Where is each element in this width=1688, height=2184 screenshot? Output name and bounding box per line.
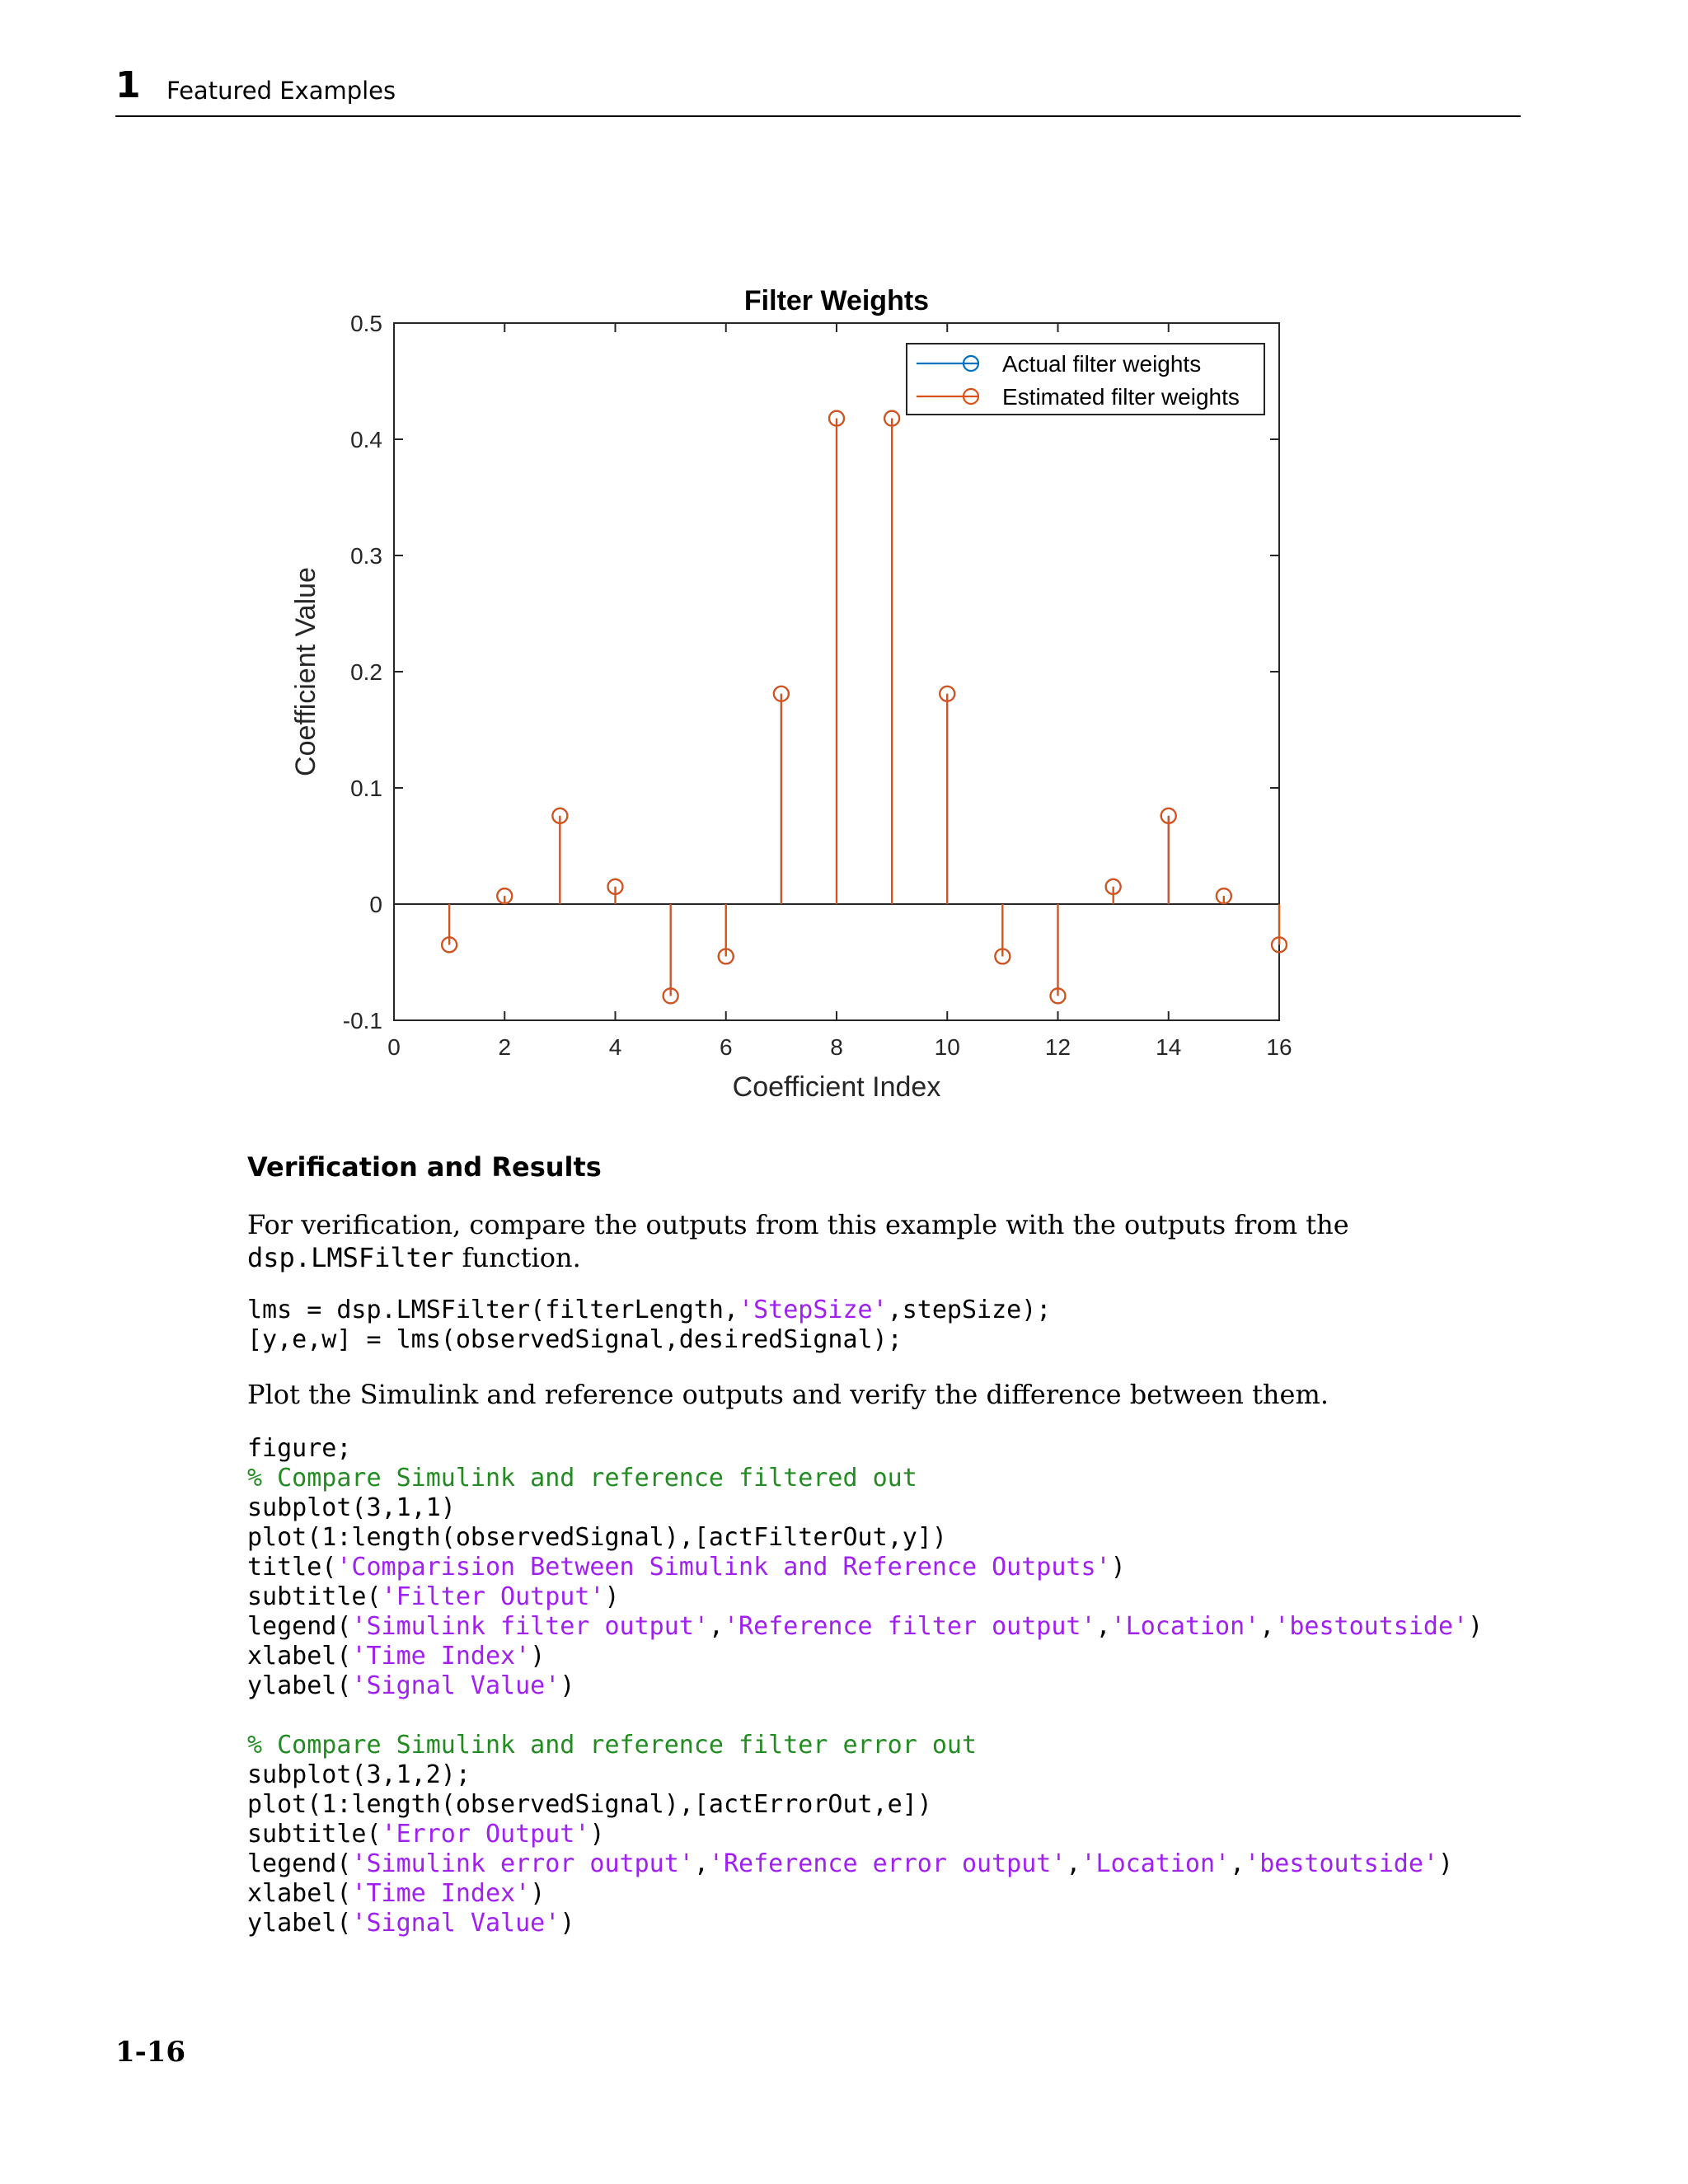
legend-entry: Estimated filter weights: [1002, 384, 1240, 410]
code2-line: [247, 1790, 1483, 1820]
code-token: title(: [247, 1553, 337, 1582]
code-string: 'Location': [1110, 1612, 1260, 1641]
page-header: [115, 64, 1521, 117]
y-tick-label: 0.3: [350, 543, 382, 569]
code-token: ): [1468, 1612, 1484, 1641]
code-token: ): [530, 1642, 546, 1671]
x-tick-label: 8: [830, 1034, 843, 1060]
code2-line: [247, 1464, 1483, 1493]
code-token: plot(1:length(observedSignal),[actErrorOut,e]): [247, 1790, 932, 1819]
x-axis-label: Coefficient Index: [732, 1071, 941, 1103]
code-token: ,: [1066, 1849, 1081, 1878]
code-token: legend(: [247, 1849, 352, 1878]
code-string: 'StepSize': [738, 1296, 888, 1324]
code-token: ylabel(: [247, 1671, 352, 1700]
y-tick-label: -0.1: [342, 1008, 382, 1033]
filter-weights-chart: [280, 264, 1352, 1129]
code-token: ): [1437, 1849, 1454, 1878]
chapter-number: 1: [115, 64, 141, 106]
section-heading: Verification and Results: [247, 1151, 602, 1183]
code-token: subtitle(: [247, 1820, 382, 1849]
code-token: subtitle(: [247, 1582, 382, 1611]
x-tick-label: 10: [934, 1034, 960, 1060]
code1-line: [247, 1325, 1051, 1355]
code-string: 'Location': [1081, 1849, 1231, 1878]
code-token: legend(: [247, 1612, 352, 1641]
x-tick-label: 4: [608, 1034, 622, 1060]
x-tick-label: 6: [719, 1034, 733, 1060]
y-axis-label: Coefficient Value: [290, 567, 321, 776]
code2-line: [247, 1909, 1483, 1938]
code2-line: [247, 1879, 1483, 1909]
code-token: ,stepSize);: [887, 1296, 1052, 1324]
code-token: subplot(3,1,2);: [247, 1760, 471, 1789]
y-tick-label: 0.1: [350, 776, 382, 801]
code2-line: [247, 1493, 1483, 1523]
code-token: ): [530, 1879, 546, 1908]
code-string: 'Signal Value': [351, 1671, 560, 1700]
code-token: ): [560, 1909, 575, 1938]
code2-line: [247, 1523, 1483, 1553]
code-string: 'Reference filter output': [723, 1612, 1096, 1641]
page-number: 1-16: [115, 2036, 186, 2069]
y-tick-label: 0: [369, 892, 382, 917]
x-tick-label: 0: [387, 1034, 401, 1060]
code-token: ,: [708, 1612, 724, 1641]
code-token: ,: [1095, 1612, 1111, 1641]
code2-line: [247, 1760, 1483, 1790]
code2-line: [247, 1553, 1483, 1582]
para-end: function.: [453, 1242, 581, 1273]
code-token: figure;: [247, 1434, 352, 1463]
x-tick-label: 12: [1044, 1034, 1071, 1060]
code-string: 'Time Index': [351, 1879, 531, 1908]
code-token: ,: [1259, 1612, 1275, 1641]
code-string: 'Time Index': [351, 1642, 531, 1671]
code-token: ): [589, 1820, 605, 1849]
code-token: ,: [693, 1849, 709, 1878]
code-token: [y,e,w] = lms(observedSignal,desiredSignal);: [247, 1325, 903, 1354]
code2-line: [247, 1701, 1483, 1731]
code-token: xlabel(: [247, 1879, 352, 1908]
code-token: ): [560, 1671, 575, 1700]
code-token: ,: [1230, 1849, 1245, 1878]
code-token: subplot(3,1,1): [247, 1493, 456, 1522]
code-string: 'Filter Output': [381, 1582, 605, 1611]
code2-line: [247, 1642, 1483, 1671]
code-string: 'bestoutside': [1274, 1612, 1469, 1641]
code-string: 'bestoutside': [1245, 1849, 1438, 1878]
x-tick-label: 16: [1266, 1034, 1292, 1060]
code-token: plot(1:length(observedSignal),[actFilterOut,y]): [247, 1523, 947, 1552]
y-tick-label: 0.5: [350, 311, 382, 336]
para-text: For verification, compare the outputs from this example with the outputs from the: [247, 1209, 1349, 1240]
code2-line: [247, 1671, 1483, 1701]
code-string: 'Simulink error output': [351, 1849, 694, 1878]
y-tick-label: 0.4: [350, 427, 382, 452]
code-token: ): [1110, 1553, 1126, 1582]
plot-paragraph: Plot the Simulink and reference outputs and verify the difference between them.: [247, 1379, 1329, 1410]
code2-line: [247, 1434, 1483, 1464]
code2-line: [247, 1731, 1483, 1760]
code-string: 'Error Output': [381, 1820, 590, 1849]
code2-line: [247, 1582, 1483, 1612]
code-comment: % Compare Simulink and reference filter error out: [247, 1731, 978, 1760]
x-tick-label: 2: [498, 1034, 512, 1060]
code-token: lms = dsp.LMSFilter(filterLength,: [247, 1296, 739, 1324]
inline-code: dsp.LMSFilter: [247, 1242, 454, 1273]
chart-title: Filter Weights: [743, 285, 930, 316]
code1-line: [247, 1296, 1051, 1325]
y-tick-label: 0.2: [350, 659, 382, 685]
code-string: 'Signal Value': [351, 1909, 560, 1938]
code-string: 'Comparision Between Simulink and Reference Outputs': [336, 1553, 1111, 1582]
legend-entry: Actual filter weights: [1002, 351, 1202, 377]
code-string: 'Simulink filter output': [351, 1612, 709, 1641]
code-token: ): [604, 1582, 620, 1611]
code-block-plot: [247, 1434, 1483, 1938]
chapter-title: Featured Examples: [166, 77, 396, 105]
code-token: ylabel(: [247, 1909, 352, 1938]
code-comment: % Compare Simulink and reference filtered out: [247, 1464, 917, 1493]
code2-line: [247, 1820, 1483, 1849]
verification-paragraph: [247, 1208, 1533, 1274]
code-block-lms: [247, 1296, 1051, 1355]
code2-line: [247, 1849, 1483, 1879]
code-string: 'Reference error output': [708, 1849, 1067, 1878]
code2-line: [247, 1612, 1483, 1642]
x-tick-label: 14: [1156, 1034, 1182, 1060]
code-token: xlabel(: [247, 1642, 352, 1671]
